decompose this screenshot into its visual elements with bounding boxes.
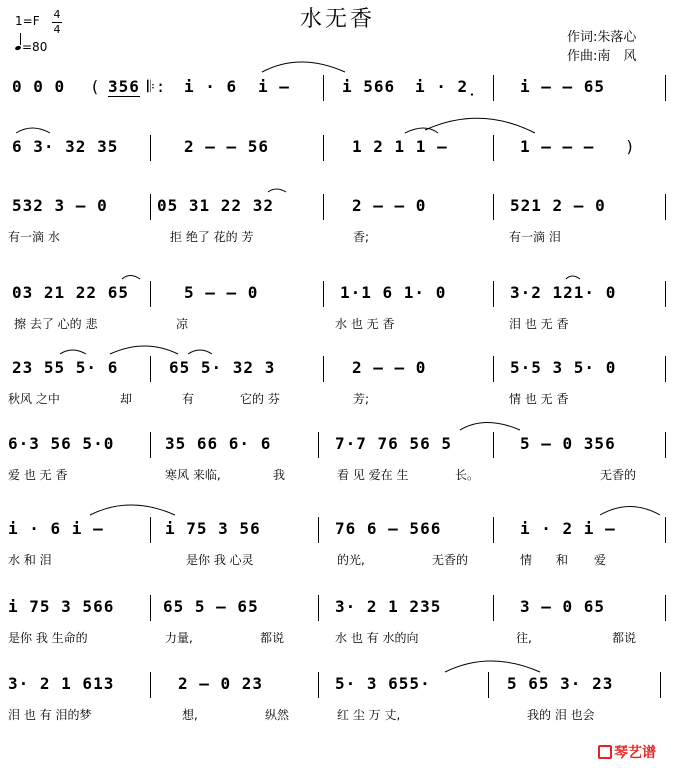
notes-group: 5 – – 0 [184, 283, 259, 302]
notes-group: 2 – 0 23 [178, 674, 264, 693]
lyric: 寒风 来临, [165, 468, 221, 482]
site-logo [598, 742, 656, 762]
notes-group: 05 31 22 32 [157, 196, 274, 215]
notes-group: 3· 2 1 235 [335, 597, 442, 616]
lyric: 水 也 无 香 [335, 317, 395, 331]
quarter-note-icon [14, 45, 21, 51]
slur [600, 507, 660, 516]
slur [60, 350, 86, 354]
notes-group: 5 65 3· 23 [507, 674, 614, 693]
slur [122, 276, 140, 280]
notes-group: 6·3 56 5·0 [8, 434, 115, 453]
notes-group: 65 5· 32 3 [169, 358, 276, 377]
lyric: 泪 也 无 香 [509, 317, 569, 331]
slur [405, 128, 438, 133]
lyric: 却 [120, 392, 133, 406]
notes-group: 0 0 0 [12, 77, 66, 96]
song-title: 水无香 [299, 7, 375, 32]
notes-group: 03 21 22 65 [12, 283, 129, 302]
lyricist-credit: 作词:朱落心 [567, 30, 637, 45]
paren-open: ( [90, 77, 101, 96]
notes-group: i 75 3 566 [8, 597, 115, 616]
lyric: 我 [273, 468, 286, 482]
lyric: 无香的 [432, 553, 469, 567]
slur [460, 423, 520, 431]
notes-group: i – [258, 77, 290, 96]
notes-group: 3· 2 1 613 [8, 674, 115, 693]
notes-group: 5· 3 655· [335, 674, 431, 693]
slur [268, 189, 286, 192]
lyric: 红 尘 万 丈, [337, 708, 401, 722]
notes-group: 2 – – 0 [352, 196, 427, 215]
lyric: 看 见 爱在 生 [337, 468, 409, 482]
lyric: 爱 也 无 香 [8, 468, 68, 482]
notes-group: 7·7 76 56 5 [335, 434, 452, 453]
notes-group: 3 – 0 65 [520, 597, 606, 616]
slur [425, 118, 535, 133]
notes-group: i 566 [342, 77, 396, 96]
lyric: 情 也 无 香 [509, 392, 569, 406]
lyric: 无香的 [600, 468, 637, 482]
lyric: 香; [353, 230, 370, 244]
lyric: 是你 我 生命的 [8, 631, 88, 645]
slur [262, 62, 345, 72]
key-signature: 1=F [15, 14, 40, 28]
lyric: 擦 去了 心的 悲 [14, 317, 98, 331]
notes-group: 6 3· 32 35 [12, 137, 119, 156]
lyric: 是你 我 心灵 [186, 553, 254, 567]
notes-group: 76 6 – 566 [335, 519, 442, 538]
lyric: 力量, [165, 631, 193, 645]
slur [566, 276, 580, 279]
slur [445, 661, 540, 672]
lyric: 有 [182, 392, 195, 406]
lyric: 我的 泪 也会 [527, 708, 595, 722]
slur [16, 128, 50, 133]
lyric: 长。 [455, 468, 480, 482]
notes-group: 521 2 – 0 [510, 196, 606, 215]
lyric: 都说 [260, 631, 285, 645]
lyric: 纵然 [265, 708, 290, 722]
notes-group: i 75 3 56 [165, 519, 261, 538]
lyric: 和 [556, 553, 569, 567]
notes-group: i · 2̣ [415, 77, 478, 96]
notes-group: 1·1 6 1· 0 [340, 283, 447, 302]
notes-group: 1 2 1 1 – [352, 137, 448, 156]
notes-group: 3·2 121· 0 [510, 283, 617, 302]
notes-group: 356 [108, 77, 140, 96]
notes-group: 2 – – 0 [352, 358, 427, 377]
notes-group: 5·5 3 5· 0 [510, 358, 617, 377]
notes-group: i · 2 i – [520, 519, 616, 538]
notes-group: 23 55 5· 6 [12, 358, 119, 377]
lyric: 水 和 泪 [8, 553, 52, 567]
lyric: 秋风 之中 [8, 392, 60, 406]
time-signature [51, 9, 63, 36]
lyric: 往, [516, 631, 532, 645]
paren-close: ) [625, 137, 636, 156]
lyric: 芳; [353, 392, 370, 406]
lyric: 都说 [612, 631, 637, 645]
notes-group: i · 6 i – [8, 519, 104, 538]
lyric: 拒 绝了 花的 芳 [170, 230, 254, 244]
lyric: 有一滴 水 [8, 230, 60, 244]
slur [110, 346, 178, 354]
composer-credit: 作曲:南 风 [567, 49, 637, 64]
slur [90, 505, 175, 515]
logo-text: 琴艺谱 [614, 745, 656, 761]
lyric: 的光, [337, 553, 365, 567]
notes-group: i · 6 [184, 77, 238, 96]
notes-group: 5 – 0 356 [520, 434, 616, 453]
notes-group: 532 3 – 0 [12, 196, 108, 215]
lyric: 情 [520, 553, 533, 567]
meter-top: 4 [53, 8, 61, 21]
notes-group: 2 – – 56 [184, 137, 270, 156]
notes-group: i – – 65 [520, 77, 606, 96]
repeat-sign: 𝄆: [147, 77, 167, 96]
lyric: 爱 [594, 553, 607, 567]
meter-bottom: 4 [53, 23, 61, 36]
lyric: 有一滴 泪 [509, 230, 561, 244]
notes-group: 65 5 – 65 [163, 597, 259, 616]
lyric: 凉 [176, 317, 189, 331]
notes-group: 1 – – – [520, 137, 595, 156]
notes-group: 35 66 6· 6 [165, 434, 272, 453]
lyric: 想, [182, 708, 198, 722]
logo-icon [598, 745, 612, 759]
lyric: 水 也 有 水的向 [335, 631, 419, 645]
slur [188, 350, 212, 354]
lyric: 它的 芬 [240, 392, 280, 406]
lyric: 泪 也 有 泪的梦 [8, 708, 92, 722]
tempo-value: =80 [22, 40, 48, 54]
tempo-marking [15, 40, 47, 54]
